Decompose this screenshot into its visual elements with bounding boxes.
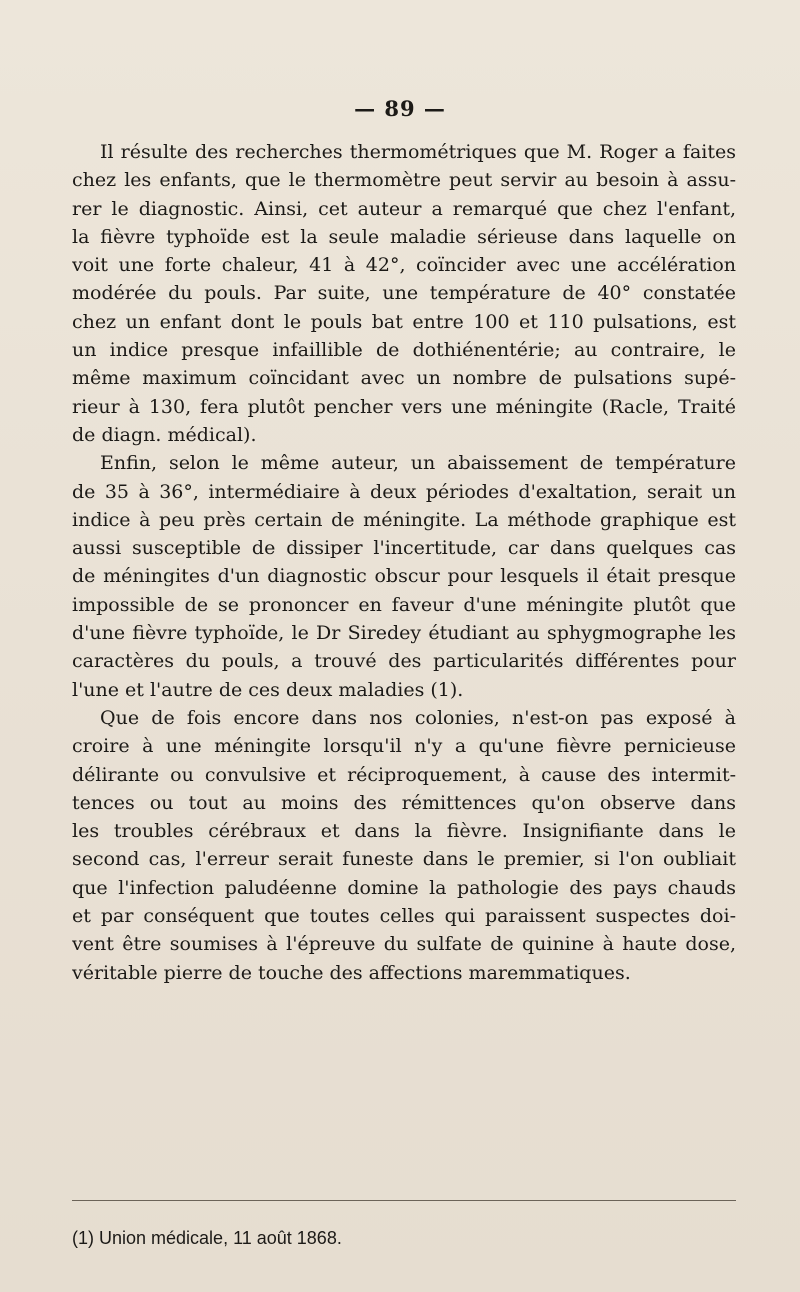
text-line: croire à une méningite lorsqu'il n'y a qu'une fièvre pernicieuse bbox=[72, 735, 736, 758]
text-line: même maximum coïncidant avec un nombre de pulsations supé- bbox=[72, 367, 736, 390]
text-line: caractères du pouls, a trouvé des particularités différentes pour bbox=[72, 650, 736, 673]
text-line: d'une fièvre typhoïde, le Dr Siredey étudiant au sphygmographe les bbox=[72, 622, 736, 645]
text-line: que l'infection paludéenne domine la pathologie des pays chauds bbox=[72, 876, 736, 899]
text-line: Enfin, selon le même auteur, un abaissement de température bbox=[100, 452, 736, 475]
text-line: rer le diagnostic. Ainsi, cet auteur a remarqué que chez l'enfant, bbox=[72, 197, 736, 220]
text-line: véritable pierre de touche des affections maremmatiques. bbox=[72, 961, 631, 984]
body-text bbox=[72, 138, 736, 987]
text-line: chez un enfant dont le pouls bat entre 100 et 110 pulsations, est bbox=[72, 310, 736, 333]
text-line: tences ou tout au moins des rémittences qu'on observe dans bbox=[72, 791, 736, 814]
text-line: impossible de se prononcer en faveur d'une méningite plutôt que bbox=[72, 593, 736, 616]
text-line: de 35 à 36°, intermédiaire à deux périodes d'exaltation, serait un bbox=[72, 480, 736, 503]
text-line: modérée du pouls. Par suite, une température de 40° constatée bbox=[72, 282, 736, 305]
text-line: de diagn. médical). bbox=[72, 423, 257, 446]
text-line: la fièvre typhoïde est la seule maladie sérieuse dans laquelle on bbox=[72, 225, 736, 248]
text-line: indice à peu près certain de méningite. La méthode graphique est bbox=[72, 508, 736, 531]
text-line: voit une forte chaleur, 41 à 42°, coïncider avec une accélération bbox=[72, 254, 736, 277]
text-line: rieur à 130, fera plutôt pencher vers une méningite (Racle, Traité bbox=[72, 395, 736, 418]
footnote-rule bbox=[72, 1200, 736, 1201]
text-line: aussi susceptible de dissiper l'incertitude, car dans quelques cas bbox=[72, 537, 736, 560]
text-line: un indice presque infaillible de dothiénentérie; au contraire, le bbox=[72, 339, 736, 362]
text-line: délirante ou convulsive et réciproquement, à cause des intermit- bbox=[72, 763, 736, 786]
text-line: second cas, l'erreur serait funeste dans le premier, si l'on oubliait bbox=[72, 848, 736, 871]
text-line: vent être soumises à l'épreuve du sulfate de quinine à haute dose, bbox=[72, 933, 736, 956]
text-line: et par conséquent que toutes celles qui paraissent suspectes doi- bbox=[72, 905, 736, 928]
text-line: l'une et l'autre de ces deux maladies (1). bbox=[72, 678, 464, 701]
text-line: chez les enfants, que le thermomètre peut servir au besoin à assu- bbox=[72, 169, 736, 192]
footnote: (1) Union médicale, 11 août 1868. bbox=[72, 1228, 342, 1248]
text-line: Que de fois encore dans nos colonies, n'est-on pas exposé à bbox=[100, 706, 736, 729]
page-number: — 89 — bbox=[354, 96, 446, 121]
text-line: Il résulte des recherches thermométriques que M. Roger a faites bbox=[100, 141, 736, 163]
text-line: de méningites d'un diagnostic obscur pour lesquels il était presque bbox=[72, 565, 736, 588]
text-line: les troubles cérébraux et dans la fièvre. Insignifiante dans le bbox=[72, 820, 736, 843]
